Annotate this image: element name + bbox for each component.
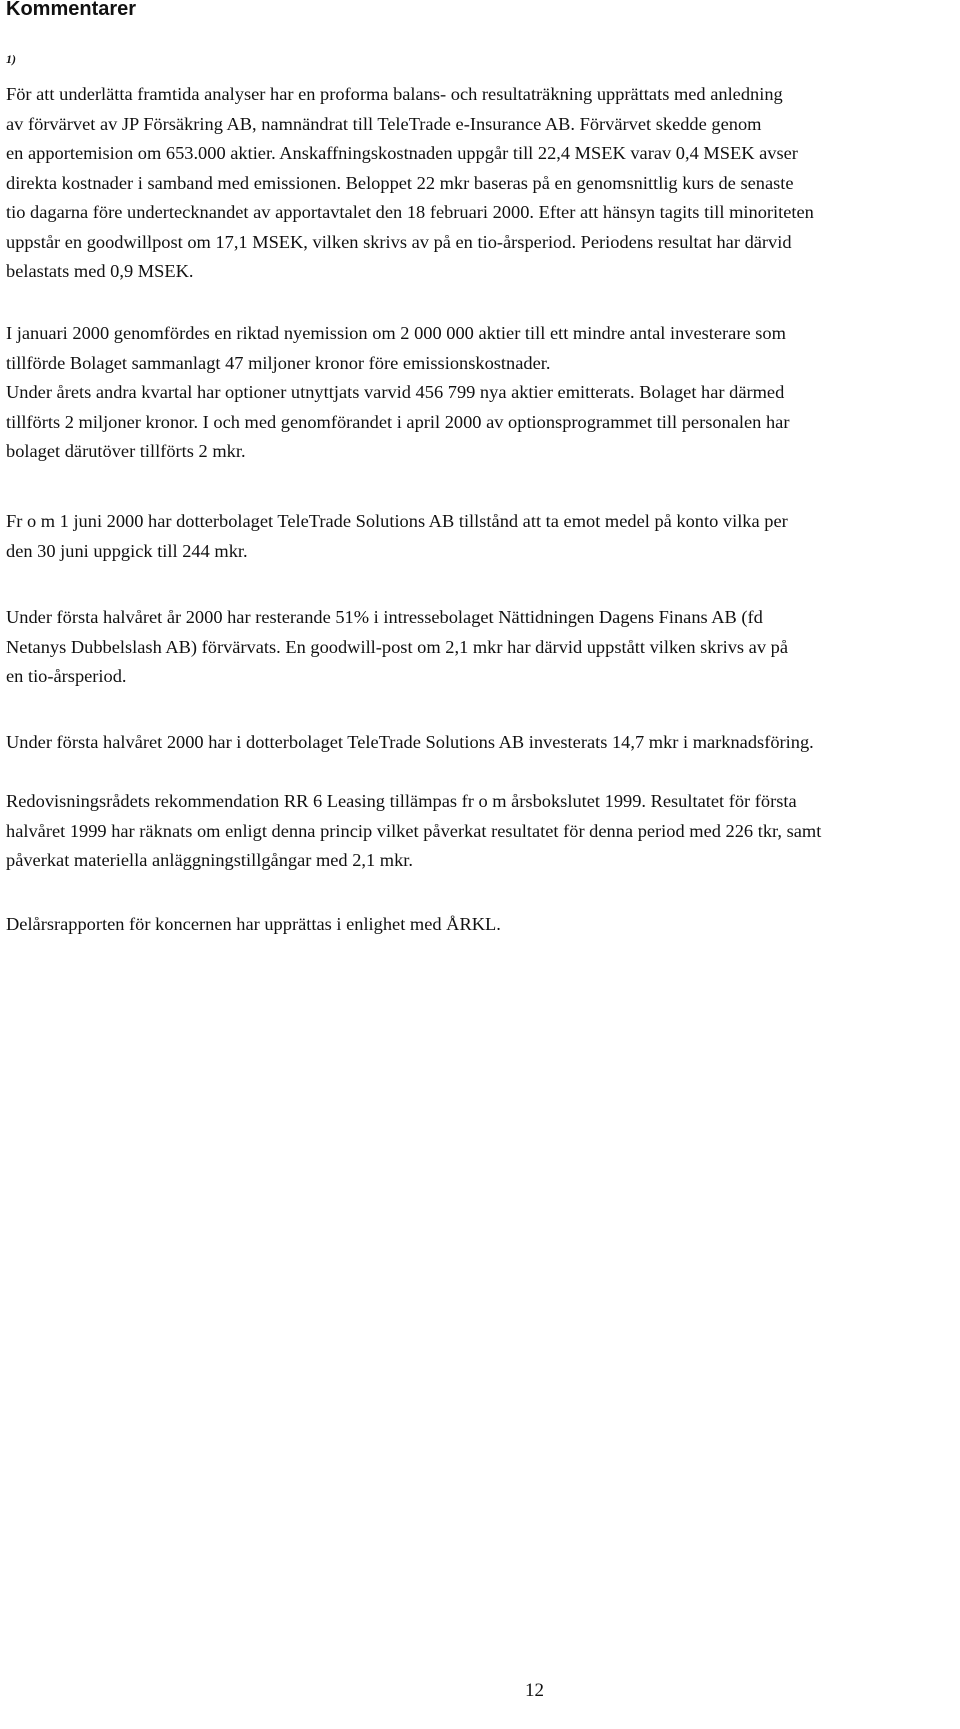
- text-line: en tio-årsperiod.: [6, 666, 127, 686]
- paragraph-leasing: [6, 787, 951, 876]
- text-line: Delårsrapporten för koncernen har upprättas i enlighet med ÅRKL.: [6, 914, 501, 934]
- text-line: uppstår en goodwillpost om 17,1 MSEK, vilken skrivs av på en tio-årsperiod. Periodens resultat har därvid: [6, 231, 792, 252]
- text-line: bolaget därutöver tillförts 2 mkr.: [6, 441, 246, 461]
- paragraph-deposits: [6, 507, 951, 566]
- paragraph-share-issue: [6, 319, 951, 467]
- text-line: av förvärvet av JP Försäkring AB, namnändrat till TeleTrade e-Insurance AB. Förvärvet skedde genom: [6, 113, 762, 134]
- paragraph-marketing: [6, 728, 951, 758]
- text-line: belastats med 0,9 MSEK.: [6, 261, 194, 281]
- text-line: påverkat materiella anläggningstillgångar med 2,1 mkr.: [6, 850, 414, 870]
- page-number: 12: [525, 1680, 544, 1701]
- page-heading: Kommentarer: [6, 0, 137, 20]
- footnote-marker: 1): [6, 52, 16, 66]
- text-line: För att underlätta framtida analyser har en proforma balans- och resultaträkning upprättats med anledning: [6, 84, 783, 104]
- text-line: tillförts 2 miljoner kronor. I och med genomförandet i april 2000 av optionsprogrammet till personalen har: [6, 411, 790, 432]
- text-line: Under första halvåret 2000 har i dotterbolaget TeleTrade Solutions AB investerats 14,7 mkr i marknadsföring.: [6, 732, 814, 752]
- text-line: Under årets andra kvartal har optioner utnyttjats varvid 456 799 nya aktier emitterats. Bolaget har därmed: [6, 382, 785, 402]
- text-line: Redovisningsrådets rekommendation RR 6 Leasing tillämpas fr o m årsbokslutet 1999. Resultatet för första: [6, 791, 797, 811]
- text-line: I januari 2000 genomfördes en riktad nyemission om 2 000 000 aktier till ett mindre antal investerare som: [6, 323, 786, 343]
- text-line: tio dagarna före undertecknandet av apportavtalet den 18 februari 2000. Efter att hänsyn tagits till minoriteten: [6, 202, 814, 222]
- text-line: direkta kostnader i samband med emissionen. Beloppet 22 mkr baseras på en genomsnittlig kurs de senaste: [6, 172, 794, 193]
- text-line: halvåret 1999 har räknats om enligt denna princip vilket påverkat resultatet för denna period med 226 tkr, samt: [6, 820, 822, 841]
- text-line: en apportemision om 653.000 aktier. Anskaffningskostnaden uppgår till 22,4 MSEK varav 0,4 MSEK avser: [6, 143, 798, 163]
- paragraph-acquisition: [6, 80, 951, 287]
- text-line: Netanys Dubbelslash AB) förvärvats. En goodwill-post om 2,1 mkr har därvid uppstått vilken skrivs av på: [6, 636, 788, 657]
- text-line: den 30 juni uppgick till 244 mkr.: [6, 540, 248, 561]
- paragraph-interim-report: [6, 910, 951, 940]
- paragraph-associate-acquisition: [6, 603, 951, 692]
- text-line: Fr o m 1 juni 2000 har dotterbolaget TeleTrade Solutions AB tillstånd att ta emot medel på konto vilka per: [6, 511, 788, 531]
- text-line: tillförde Bolaget sammanlagt 47 miljoner kronor före emissionskostnader.: [6, 352, 551, 373]
- text-line: Under första halvåret år 2000 har resterande 51% i intressebolaget Nättidningen Dagens Finans AB (fd: [6, 607, 763, 627]
